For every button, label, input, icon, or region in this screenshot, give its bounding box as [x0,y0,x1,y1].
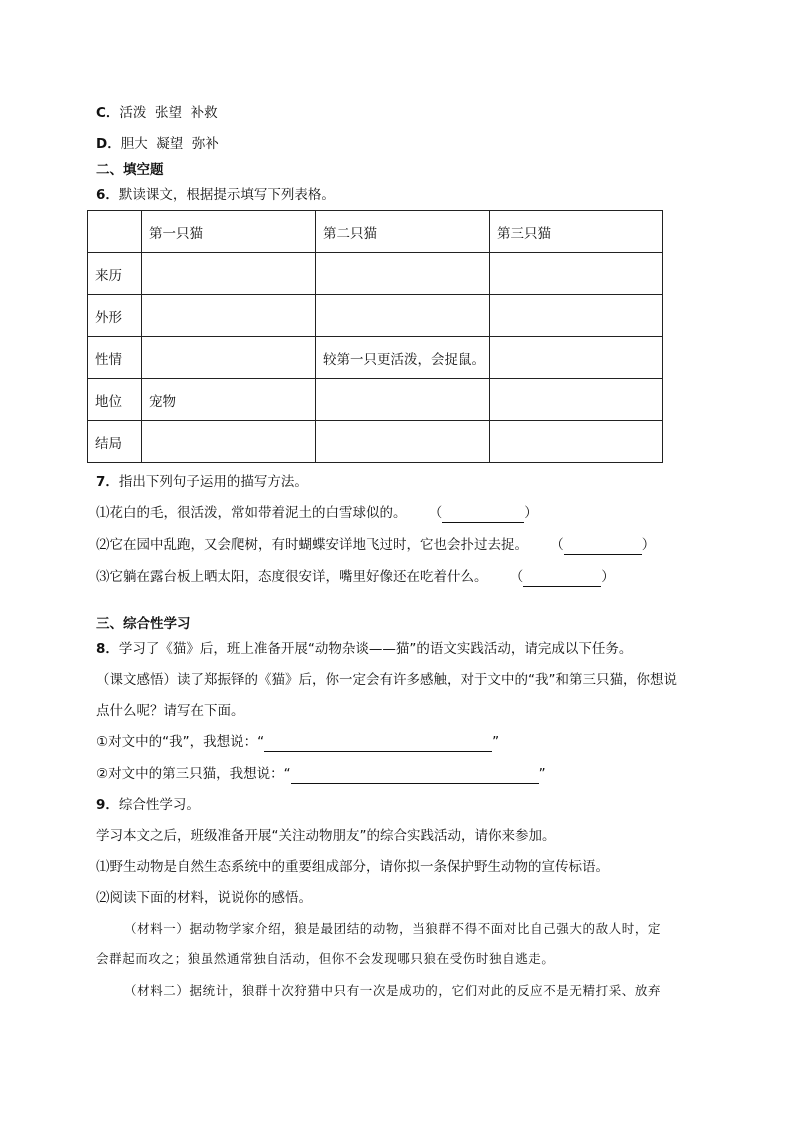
material-1-line-2: 会群起而攻之；狼虽然通常独自活动，但你不会发现哪只狼在受伤时独自逃走。 [96,951,555,966]
open-paren: （ [428,505,443,521]
answer-blank[interactable] [564,538,642,555]
answer-cell[interactable] [142,253,316,295]
option-c-text: 活泼 张望 补救 [119,105,218,121]
material-2-line-1: （材料二）据统计，狼群十次狩猎中只有一次是成功的，它们对此的反应不是无精打采、放弃 [124,983,662,998]
question-8-intro-line-1: （课文感悟）读了郑振铎的《猫》后，你一定会有许多感触，对于文中的“我”和第三只猫，你想说 [96,672,677,688]
option-d [96,134,219,154]
answer-cell[interactable]: 较第一只更活泼，会捉鼠。 [316,337,490,379]
question-8 [96,639,632,659]
answer-cell[interactable]: 宠物 [142,379,316,421]
table-header-cell: 第一只猫 [142,211,316,253]
question-7-number: 7． [96,474,119,490]
answer-cell[interactable] [142,421,316,463]
question-6-text: 默读课文，根据提示填写下列表格。 [118,187,335,203]
item-suffix: ” [492,734,500,750]
question-8-text: 学习了《猫》后，班上准备开展“动物杂谈——猫”的语文实践活动，请完成以下任务。 [118,641,633,657]
section-heading-fill-blank: 二、填空题 [96,162,164,178]
section-heading-comprehensive: 三、综合性学习 [96,616,191,632]
row-label: 性情 [88,337,142,379]
table-row [88,379,663,421]
question-7-text: 指出下列句子运用的描写方法。 [118,474,308,490]
answer-cell[interactable] [316,421,490,463]
question-7 [96,472,308,492]
item-suffix: ” [538,766,546,782]
cat-comparison-table [87,210,663,463]
question-9 [96,795,200,815]
table-header-row [88,211,663,253]
answer-cell[interactable] [490,295,663,337]
option-c [96,103,218,123]
question-8-number: 8． [96,641,119,657]
question-9-text: 综合性学习。 [118,797,200,813]
table-row [88,421,663,463]
answer-blank[interactable] [291,767,539,784]
item-text: ⑶它躺在露台板上晒太阳，态度很安详，嘴里好像还在吃着什么。 [96,569,488,585]
row-label: 地位 [88,379,142,421]
open-paren: （ [550,537,564,553]
answer-cell[interactable] [142,337,316,379]
table-header-cell [88,211,142,253]
answer-cell[interactable] [490,253,663,295]
question-8-item-1 [96,732,499,752]
item-prefix: ②对文中的第三只猫，我想说：“ [96,766,291,782]
answer-blank[interactable] [264,735,492,752]
answer-cell[interactable] [142,295,316,337]
question-8-item-2 [96,764,546,784]
answer-cell[interactable] [490,379,663,421]
option-d-text: 胆大 凝望 弥补 [120,136,219,152]
question-9-intro: 学习本文之后，班级准备开展“关注动物朋友”的综合实践活动，请你来参加。 [96,828,556,844]
question-8-intro-line-2: 点什么呢？请写在下面。 [96,703,245,719]
item-prefix: ①对文中的“我”，我想说：“ [96,734,265,750]
question-6-number: 6． [96,187,119,203]
answer-cell[interactable] [490,337,663,379]
answer-blank[interactable] [523,570,601,587]
question-9-number: 9． [96,797,119,813]
answer-cell[interactable] [316,295,490,337]
answer-cell[interactable] [316,253,490,295]
question-7-item-1 [96,503,538,523]
question-6 [96,185,335,205]
open-paren: （ [509,569,524,585]
question-7-item-3 [96,567,615,587]
option-d-letter: D． [96,136,121,152]
answer-blank[interactable] [442,506,524,523]
option-c-letter: C． [96,105,120,121]
close-paren: ） [524,505,538,521]
material-1-line-1: （材料一）据动物学家介绍，狼是最团结的动物，当狼群不得不面对比自己强大的敌人时，定 [124,921,662,936]
answer-cell[interactable] [316,379,490,421]
question-7-item-2 [96,535,655,555]
close-paren: ） [641,537,656,553]
close-paren: ） [601,569,615,585]
row-label: 外形 [88,295,142,337]
table-row [88,253,663,295]
table-header-cell: 第二只猫 [316,211,490,253]
row-label: 来历 [88,253,142,295]
question-9-item-1: ⑴野生动物是自然生态系统中的重要组成部分，请你拟一条保护野生动物的宣传标语。 [96,859,609,875]
table-row [88,295,663,337]
item-text: ⑵它在园中乱跑，又会爬树，有时蝴蝶安详地飞过时，它也会扑过去捉。 [96,537,528,553]
question-9-item-2: ⑵阅读下面的材料，说说你的感悟。 [96,890,312,906]
table-header-cell: 第三只猫 [490,211,663,253]
row-label: 结局 [88,421,142,463]
table-row [88,337,663,379]
item-text: ⑴花白的毛，很活泼，常如带着泥土的白雪球似的。 [96,505,407,521]
answer-cell[interactable] [490,421,663,463]
